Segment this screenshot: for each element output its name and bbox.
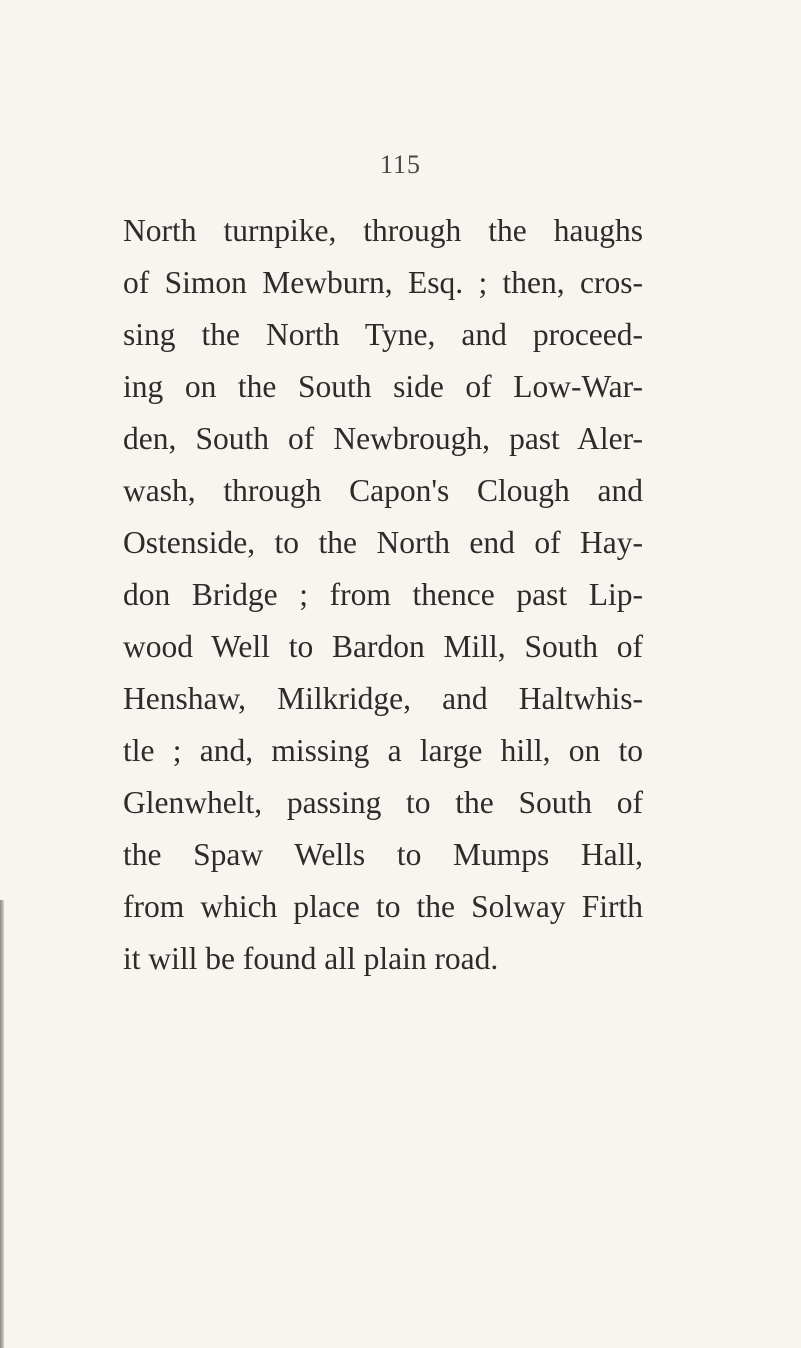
text-line: Henshaw, Milkridge, and Haltwhis- (123, 681, 643, 716)
text-line: den, South of Newbrough, past Aler- (123, 421, 643, 456)
text-line: it will be found all plain road. (123, 941, 499, 976)
text-line: from which place to the Solway Firth (123, 889, 643, 924)
text-line: wood Well to Bardon Mill, South of (123, 629, 643, 664)
text-line: tle ; and, missing a large hill, on to (123, 733, 643, 768)
text-line: of Simon Mewburn, Esq. ; then, cros- (123, 265, 643, 300)
text-line: the Spaw Wells to Mumps Hall, (123, 837, 643, 872)
text-line: wash, through Capon's Clough and (123, 473, 643, 508)
text-line: sing the North Tyne, and proceed- (123, 317, 643, 352)
text-line: North turnpike, through the haughs (123, 213, 643, 248)
text-line: ing on the South side of Low-War- (123, 369, 643, 404)
body-paragraph (123, 205, 643, 985)
text-line: don Bridge ; from thence past Lip- (123, 577, 643, 612)
text-line: Ostenside, to the North end of Hay- (123, 525, 643, 560)
page-number: 115 (379, 150, 422, 179)
page-edge-shadow (0, 900, 4, 1348)
text-line: Glenwhelt, passing to the South of (123, 785, 643, 820)
